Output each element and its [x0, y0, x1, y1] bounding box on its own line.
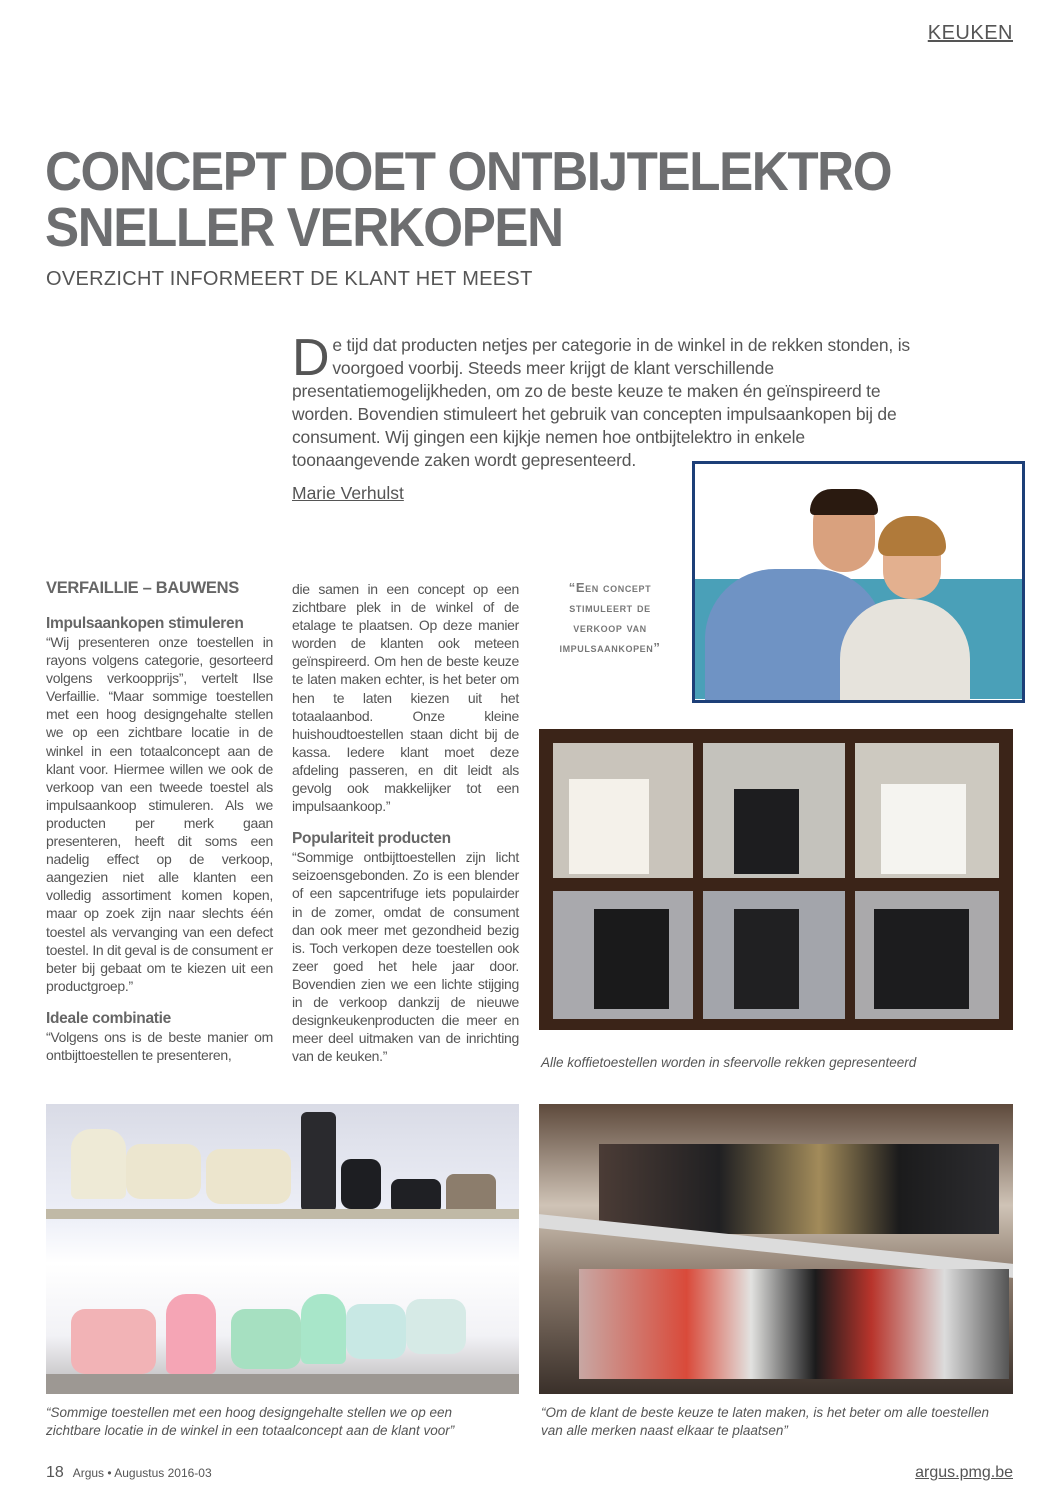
title-line-2: SNELLER VERKOPEN	[45, 196, 563, 258]
shop-shelves-photo	[539, 1104, 1013, 1394]
subheading: Ideale combinatie	[46, 1009, 171, 1027]
paragraph: die samen in een concept op een zichtbare plek in de winkel of de etalage te plaatsen. Op deze manier worden de klanten ook meteen geïnspireerd. Om hen de beste keuze te laten maken echter, is het beter om hen te laten kiezen uit het totaalaanbod. Onze kleine huishoudtoestellen staan dicht bij de kassa. Iedere klant moet deze afdeling passeren, en dit leidt als gevolg ook makkelijker tot een impulsaankoop.”	[292, 581, 519, 815]
caption-smeg: “Sommige toestellen met een hoog designgehalte stellen we op een zichtbare locatie in de winkel in een totaalconcept aan de klant voor”	[46, 1405, 455, 1438]
intro-paragraph	[292, 329, 932, 472]
section-label: KEUKEN	[927, 22, 1013, 44]
subtitle: OVERZICHT INFORMEERT DE KLANT HET MEEST	[46, 268, 533, 290]
title-line-1: CONCEPT DOET ONTBIJTELEKTRO	[45, 140, 892, 202]
paragraph: “Wij presenteren onze toestellen in rayons volgens categorie, gesorteerd volgens verkoopprijs”, vertelt Ilse Verfaillie. “Maar sommige toestellen met een hoog designgehalte stellen we op een zichtbare locatie in de winkel in een totaalconcept aan de klant voor. Hiermee willen we ook de verkoop van een tweede toestel als impulsaankoop stimuleren. Als we producten per merk gaan presenteren, heeft dit soms een nadelig effect op de verkoop, aangezien niet alle klanten een volledig assortiment komen kopen, maar op zoek zijn naar slechts één toestel als vervanging van een defect toestel. In dit geval is de consument er beter bij gebaat om te kiezen uit een productgroep.”	[46, 634, 273, 994]
footer-page-info	[46, 1464, 212, 1482]
paragraph: “Volgens ons is de beste manier om ontbijttoestellen te presenteren,	[46, 1028, 273, 1063]
paragraph: “Sommige ontbijttoestellen zijn licht seizoensgebonden. Zo is een blender of een sapcentrifuge iets populairder in de zomer, omdat de consument dan ook meer met gezondheid bezig is. Toch verkopen deze toestellen ook zeer goed het hele jaar door. Bovendien zien we een lichte stijging in de verkoop dankzij de nieuwe designkeukenproducten die meer en meer deel uitmaken van de inrichting van de keuken.”	[292, 849, 519, 1065]
page-number: 18	[46, 1464, 64, 1481]
portrait-photo	[692, 461, 1025, 703]
page-title	[45, 140, 892, 258]
subheading: Impulsaankopen stimuleren	[46, 615, 244, 632]
column-2	[292, 580, 519, 1079]
pull-quote: “Een concept stimuleert de verkoop van impulsaankopen”	[559, 580, 661, 655]
footer-url-link[interactable]: argus.pmg.be	[915, 1464, 1013, 1481]
intro-text: e tijd dat producten netjes per categorie in de winkel in de rekken stonden, is voorgoed voorbij. Steeds meer krijgt de klant verschillende presentatiemogelijkheden, om zo de beste keuze te maken én geïnspireerd te worden. Bovendien stimuleert het gebruik van concepten impulsaankopen bij de consument. Wij gingen een kijkje nemen hoe ontbijtelektro in enkele toonaangevende zaken wordt gepresenteerd.	[292, 335, 910, 470]
drop-cap: D	[292, 329, 330, 387]
caption-shop: “Om de klant de beste keuze te laten maken, is het beter om alle toestellen van alle merken naast elkaar te plaatsen”	[541, 1405, 989, 1438]
column-1	[46, 578, 273, 1078]
section-heading: VERFAILLIE – BAUWENS	[46, 579, 239, 597]
author-byline[interactable]: Marie Verhulst	[292, 483, 404, 503]
magazine-issue: Argus • Augustus 2016-03	[72, 1466, 212, 1480]
subheading: Populariteit producten	[292, 830, 451, 848]
smeg-appliances-photo	[46, 1104, 519, 1394]
coffee-machines-photo	[539, 729, 1013, 1030]
caption-coffee: Alle koffietoestellen worden in sfeervolle rekken gepresenteerd	[541, 1055, 917, 1070]
